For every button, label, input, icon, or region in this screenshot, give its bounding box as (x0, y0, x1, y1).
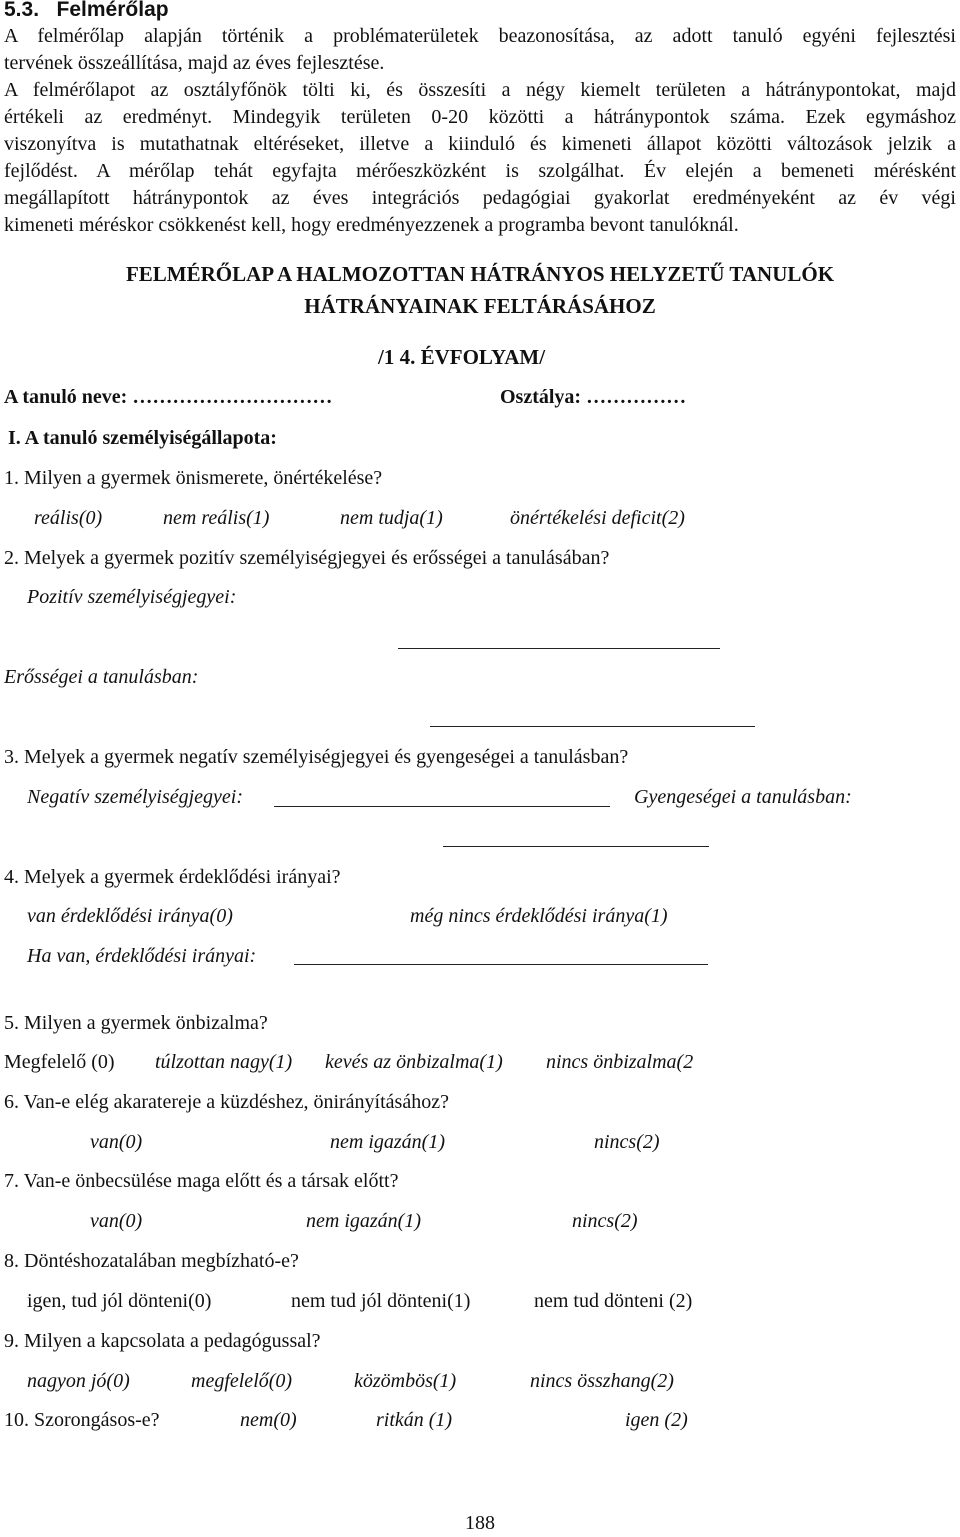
q6-option-0: van(0) (90, 1131, 143, 1153)
intro-p2-line5: megállapított hátránypontok az éves integrációs pedagógiai gyakorlat eredményeként az év végi (4, 187, 956, 209)
q7-option-0: van(0) (90, 1210, 143, 1232)
q10-option-1: ritkán (1) (376, 1409, 453, 1431)
q3-negative-answer-line[interactable] (274, 806, 610, 807)
q5-option-0: Megfelelő (0) (4, 1051, 115, 1073)
q8-option-0: igen, tud jól dönteni(0) (27, 1290, 212, 1312)
q9-text: 9. Milyen a kapcsolata a pedagógussal? (4, 1330, 321, 1352)
q4-text: 4. Melyek a gyermek érdeklődési irányai? (4, 866, 341, 888)
q1-option-3: önértékelési deficit(2) (510, 507, 685, 529)
student-name-label: A tanuló neve: ………………………… (4, 386, 333, 408)
q2-text: 2. Melyek a gyermek pozitív személyiségjegyei és erősségei a tanulásában? (4, 547, 610, 569)
q7-option-2: nincs(2) (572, 1210, 638, 1232)
q5-option-1: túlzottan nagy(1) (155, 1051, 293, 1073)
form-title-line2: HÁTRÁNYAINAK FELTÁRÁSÁHOZ (304, 294, 656, 318)
q10-option-2: igen (2) (625, 1409, 688, 1431)
q9-option-3: nincs összhang(2) (530, 1370, 674, 1392)
intro-p1-line2: tervének összeállítása, majd az éves fejlesztése. (4, 52, 385, 74)
q2-positive-answer-line[interactable] (398, 648, 720, 649)
q6-option-2: nincs(2) (594, 1131, 660, 1153)
q1-option-1: nem reális(1) (163, 507, 270, 529)
intro-p2-line3: viszonyítva is mutathatnak eltéréseket, illetve a kiinduló és kimeneti állapot közötti változások jelzik a (4, 133, 956, 155)
form-title-line1: FELMÉRŐLAP A HALMOZOTTAN HÁTRÁNYOS HELYZETŰ TANULÓK (125, 262, 835, 286)
q1-text: 1. Milyen a gyermek önismerete, önértékelése? (4, 467, 383, 489)
intro-p2-line6: kimeneti méréskor csökkenést kell, hogy eredményezzenek a programba bevont tanulóknál. (4, 214, 739, 236)
q5-text: 5. Milyen a gyermek önbizalma? (4, 1012, 268, 1034)
q4-interest-answer-line[interactable] (294, 964, 708, 965)
q5-option-3: nincs önbizalma(2 (546, 1051, 694, 1073)
q2-positive-label: Pozitív személyiségjegyei: (27, 586, 237, 608)
q3-negative-label: Negatív személyiségjegyei: (27, 786, 244, 808)
intro-p2-line2: értékeli az eredményt. Mindegyik területen 0-20 közötti a hátránypontok száma. Ezek egymáshoz (4, 106, 956, 128)
q10-option-0: nem(0) (240, 1409, 297, 1431)
q7-option-1: nem igazán(1) (306, 1210, 421, 1232)
q3-weakness-answer-line[interactable] (443, 846, 709, 847)
intro-p2-line1: A felmérőlapot az osztályfőnök tölti ki, és összesíti a négy kiemelt területen a hátránypontokat, majd (4, 79, 956, 101)
q4-option-1: még nincs érdeklődési iránya(1) (410, 905, 668, 927)
q10-text: 10. Szorongásos-e? (4, 1409, 160, 1431)
q8-option-1: nem tud jól dönteni(1) (291, 1290, 471, 1312)
q7-text: 7. Van-e önbecsülése maga előtt és a társak előtt? (4, 1170, 399, 1192)
q5-option-2: kevés az önbizalma(1) (325, 1051, 503, 1073)
q9-option-0: nagyon jó(0) (27, 1370, 130, 1392)
q9-option-1: megfelelő(0) (191, 1370, 293, 1392)
q3-weakness-label: Gyengeségei a tanulásban: (634, 786, 852, 808)
class-label: Osztálya: …………… (500, 386, 687, 408)
intro-p1-line1: A felmérőlap alapján történik a problématerületek beazonosítása, az adott tanuló egyéni fejlesztési (4, 25, 956, 47)
grade-label: /1 4. ÉVFOLYAM/ (378, 345, 546, 369)
section-personality-title: I. A tanuló személyiségállapota: (8, 427, 277, 449)
section-title: Felmérőlap (56, 0, 169, 21)
intro-p2-line4: fejlődést. A mérőlap tehát egyfajta mérőeszközként is szolgálhat. Év elején a bemeneti mérésként (4, 160, 956, 182)
q1-option-0: reális(0) (34, 507, 103, 529)
q9-option-2: közömbös(1) (354, 1370, 457, 1392)
q3-text: 3. Melyek a gyermek negatív személyiségjegyei és gyengeségei a tanulásban? (4, 746, 629, 768)
q1-option-2: nem tudja(1) (340, 507, 443, 529)
q4-interest-label: Ha van, érdeklődési irányai: (27, 945, 257, 967)
q8-option-2: nem tud dönteni (2) (534, 1290, 693, 1312)
section-heading (4, 0, 169, 22)
q2-strengths-answer-line[interactable] (430, 726, 755, 727)
q4-option-0: van érdeklődési iránya(0) (27, 905, 233, 927)
q8-text: 8. Döntéshozatalában megbízható-e? (4, 1250, 299, 1272)
page-number: 188 (465, 1512, 495, 1534)
q6-text: 6. Van-e elég akaratereje a küzdéshez, önirányításához? (4, 1091, 449, 1113)
section-number: 5.3. (4, 0, 40, 21)
q6-option-1: nem igazán(1) (330, 1131, 445, 1153)
q2-strengths-label: Erősségei a tanulásban: (4, 666, 199, 688)
